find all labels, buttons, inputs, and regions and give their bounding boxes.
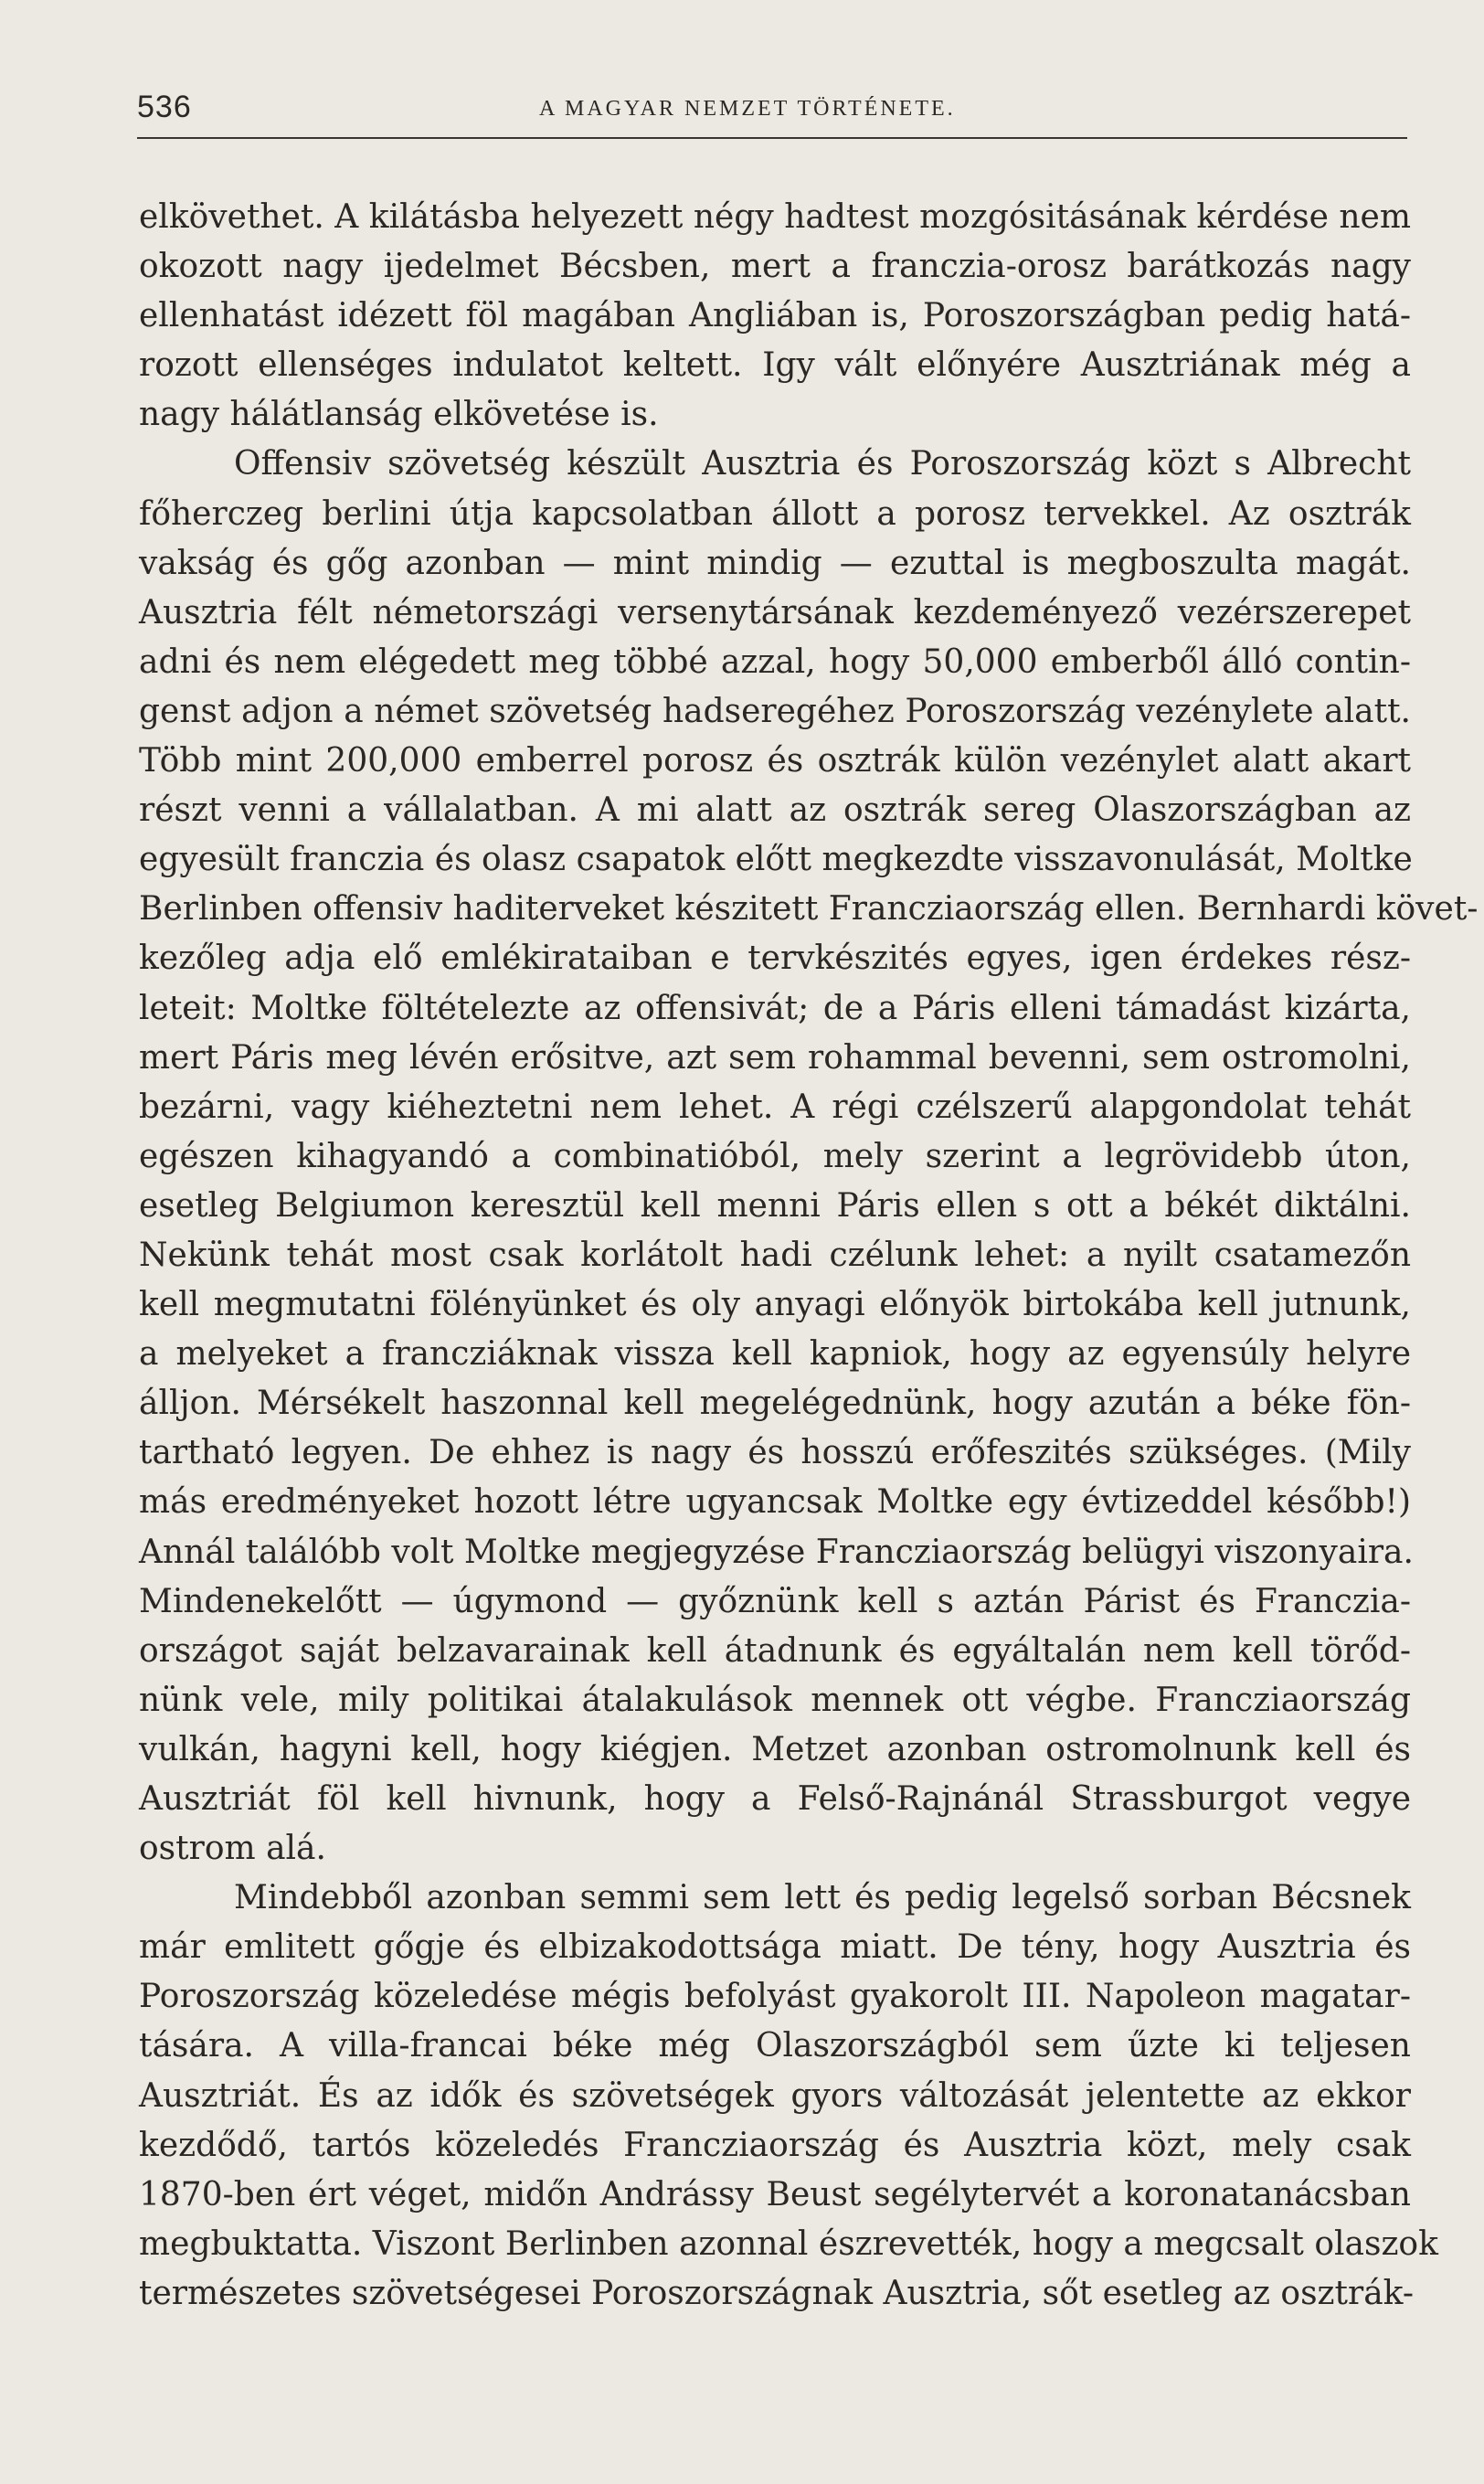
paragraph	[139, 1874, 1438, 2319]
text-line: nagy hálátlanság elkövetése is.	[139, 396, 659, 434]
text-line: egyesült franczia és olasz csapatok előtt megkezdte visszavonulását, Moltke	[139, 841, 1413, 879]
text-line: Mindenekelőtt — úgymond — győznünk kell s aztán Párist és Franczia-	[139, 1582, 1411, 1620]
text-line: Mindebből azonban semmi sem lett és pedig legelső sorban Bécsnek	[234, 1879, 1411, 1917]
text-line: országot saját belzavarainak kell átadnunk és egyáltalán nem kell törőd-	[139, 1631, 1411, 1670]
text-line: Nekünk tehát most csak korlátolt hadi czélunk lehet: a nyilt csatamezőn	[139, 1236, 1411, 1274]
paragraph	[139, 193, 1411, 440]
text-line: ellenhatást idézett föl magában Angliában is, Poroszországban pedig hatá-	[139, 297, 1411, 335]
body-text	[139, 193, 1479, 2319]
text-line: Poroszország közeledése mégis befolyást gyakorolt III. Napoleon magatar-	[139, 1978, 1411, 2016]
text-line: kezdődő, tartós közeledés Francziaország és Ausztria közt, mely csak	[139, 2126, 1411, 2164]
text-line: álljon. Mérsékelt haszonnal kell megelégednünk, hogy azután a béke fön-	[139, 1385, 1411, 1423]
text-line: Annál találóbb volt Moltke megjegyzése Francziaország belügyi viszonyaira.	[139, 1533, 1414, 1571]
text-line: a melyeket a francziáknak vissza kell kapniok, hogy az egyensúly helyre	[139, 1335, 1411, 1374]
text-line: adni és nem elégedett meg többé azzal, hogy 50,000 emberből álló contin-	[139, 642, 1411, 681]
text-line: mert Páris meg lévén erősitve, azt sem rohammal bevenni, sem ostromolni,	[139, 1038, 1411, 1077]
paragraph	[139, 440, 1479, 1874]
text-line: nünk vele, mily politikai átalakulások mennek ott végbe. Francziaország	[139, 1681, 1411, 1719]
text-line: okozott nagy ijedelmet Bécsben, mert a franczia-orosz barátkozás nagy	[139, 248, 1411, 286]
text-line: kezőleg adja elő emlékirataiban e tervkészités egyes, igen érdekes rész-	[139, 939, 1411, 978]
text-line: Ausztriát föl kell hivnunk, hogy a Felső-Rajnánál Strassburgot vegye	[139, 1780, 1411, 1818]
text-line: Ausztria félt németországi versenytársának kezdeményező vezérszerepet	[139, 593, 1411, 632]
text-line: bezárni, vagy kiéheztetni nem lehet. A régi czélszerű alapgondolat tehát	[139, 1088, 1411, 1126]
text-line: más eredményeket hozott létre ugyancsak Moltke egy évtizeddel később!)	[139, 1483, 1411, 1522]
text-line: vulkán, hagyni kell, hogy kiégjen. Metzet azonban ostromolnunk kell és	[139, 1730, 1411, 1768]
text-line: már emlitett gőgje és elbizakodottsága miatt. De tény, hogy Ausztria és	[139, 1928, 1411, 1967]
page-number: 536	[137, 90, 192, 124]
text-line: leteit: Moltke föltételezte az offensivát; de a Páris elleni támadást kizárta,	[139, 989, 1411, 1027]
text-line: 1870-ben ért véget, midőn Andrássy Beust segélytervét a koronatanácsban	[139, 2175, 1411, 2213]
header-rule	[137, 137, 1407, 139]
text-line: főherczeg berlini útja kapcsolatban állott a porosz tervekkel. Az osztrák	[139, 494, 1411, 533]
text-line: tartható legyen. De ehhez is nagy és hosszú erőfeszités szükséges. (Mily	[139, 1434, 1411, 1472]
text-line: esetleg Belgiumon keresztül kell menni Páris ellen s ott a békét diktálni.	[139, 1186, 1411, 1225]
text-line: Ausztriát. És az idők és szövetségek gyors változását jelentette az ekkor	[139, 2076, 1411, 2115]
text-line: tására. A villa-francai béke még Olaszországból sem űzte ki teljesen	[139, 2027, 1411, 2065]
text-line: genst adjon a német szövetség hadseregéhez Poroszország vezénylete alatt.	[139, 692, 1411, 730]
running-head: A MAGYAR NEMZET TÖRTÉNETE.	[539, 97, 956, 121]
text-line: egészen kihagyandó a combinatióból, mely szerint a legrövidebb úton,	[139, 1137, 1411, 1175]
text-line: elkövethet. A kilátásba helyezett négy hadtest mozgósitásának kérdése nem	[139, 198, 1411, 236]
text-line: rozott ellenséges indulatot keltett. Igy vált előnyére Ausztriának még a	[139, 346, 1411, 385]
text-line: részt venni a vállalatban. A mi alatt az osztrák sereg Olaszországban az	[139, 791, 1411, 830]
text-line: vakság és gőg azonban — mint mindig — ezuttal is megboszulta magát.	[139, 544, 1411, 582]
text-line: megbuktatta. Viszont Berlinben azonnal észrevették, hogy a megcsalt olaszok	[139, 2224, 1438, 2263]
text-line: kell megmutatni fölényünket és oly anyagi előnyök birtokába kell jutnunk,	[139, 1286, 1411, 1324]
page-header	[137, 90, 1407, 135]
text-line: Offensiv szövetség készült Ausztria és Poroszország közt s Albrecht	[234, 445, 1411, 483]
text-line: természetes szövetségesei Poroszországnak Ausztria, sőt esetleg az osztrák-	[139, 2274, 1414, 2312]
text-line: ostrom alá.	[139, 1830, 326, 1868]
text-line: Berlinben offensiv haditerveket készitett Francziaország ellen. Bernhardi követ-	[139, 890, 1479, 929]
text-line: Több mint 200,000 emberrel porosz és osztrák külön vezénylet alatt akart	[139, 742, 1411, 780]
